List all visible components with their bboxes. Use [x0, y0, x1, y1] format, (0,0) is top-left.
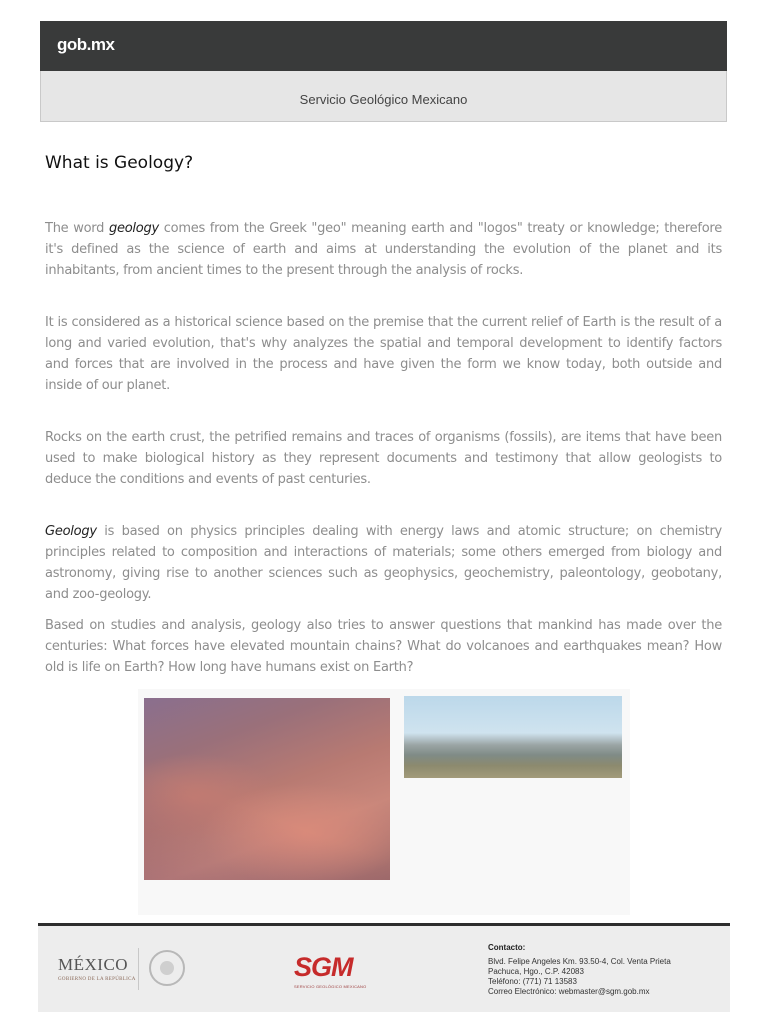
sgm-logo-text: SGM: [294, 952, 353, 982]
p1-text-end: comes from the Greek "geo" meaning earth and "logos" treaty or knowledge; therefore it's defined as the science of earth and aims at understanding the evolution of the planet and its inhabitants, from ancient times to the present through the analysis of rocks.: [45, 221, 722, 278]
gobmx-logo[interactable]: gob.mx: [57, 35, 115, 54]
sgm-logo[interactable]: [294, 946, 380, 992]
contact-address-line-1: Blvd. Felipe Angeles Km. 93.50-4, Col. Venta Prieta: [488, 957, 671, 966]
agency-name: Servicio Geológico Mexicano: [299, 92, 468, 107]
contact-title: Contacto:: [488, 943, 526, 952]
p4-text-end: is based on physics principles dealing with energy laws and atomic structure; on chemistry principles related to composition and interactions of materials; some others emerged from biology and astronomy, giving rise to another sciences such as geophysics, geochemistry, paleontology, geobotany, and zoo-geology.: [45, 524, 722, 602]
mexico-logo-subtitle: GOBIERNO DE LA REPÚBLICA: [58, 977, 136, 982]
logo-divider: [138, 948, 139, 990]
top-navbar: [40, 21, 727, 71]
national-seal-icon: [149, 950, 185, 986]
image-gallery: [138, 689, 630, 915]
desert-landscape-photo: [404, 696, 622, 778]
footer: [38, 923, 730, 1012]
paragraph-2: It is considered as a historical science based on the premise that the current relief of Earth is the result of a long and varied evolution, that's why analyzes the spatial and temporal development to identify factors and forces that are involved in the process and have given the form we know today, both outside and inside of our planet.: [45, 315, 722, 393]
paragraph-5: Based on studies and analysis, geology also tries to answer questions that mankind has made over the centuries: What forces have elevated mountain chains? What do volcanoes and earthquakes mean? How old is life on Earth? How long have humans exist on Earth?: [45, 618, 722, 675]
page-title: What is Geology?: [45, 153, 194, 173]
p1-text-start: The word: [45, 221, 109, 236]
paragraph-4: [45, 521, 722, 605]
sgm-logo-subtitle: SERVICIO GEOLÓGICO MEXICANO: [294, 984, 367, 989]
agency-banner: [40, 71, 727, 122]
contact-info: [488, 943, 723, 997]
p1-emphasis: geology: [108, 221, 159, 236]
p4-emphasis: Geology: [45, 524, 97, 539]
paragraph-1: [45, 218, 722, 281]
paragraph-3: Rocks on the earth crust, the petrified remains and traces of organisms (fossils), are items that have been used to make biological history as they represent documents and testimony that allow geologists to deduce the conditions and events of past centuries.: [45, 430, 722, 487]
contact-phone: Teléfono: (771) 71 13583: [488, 977, 577, 986]
mexico-logo[interactable]: MÉXICO: [58, 955, 129, 974]
contact-email[interactable]: Correo Electrónico: webmaster@sgm.gob.mx: [488, 987, 650, 996]
contact-address-line-2: Pachuca, Hgo., C.P. 42083: [488, 967, 584, 976]
mountain-photo: [144, 698, 390, 880]
